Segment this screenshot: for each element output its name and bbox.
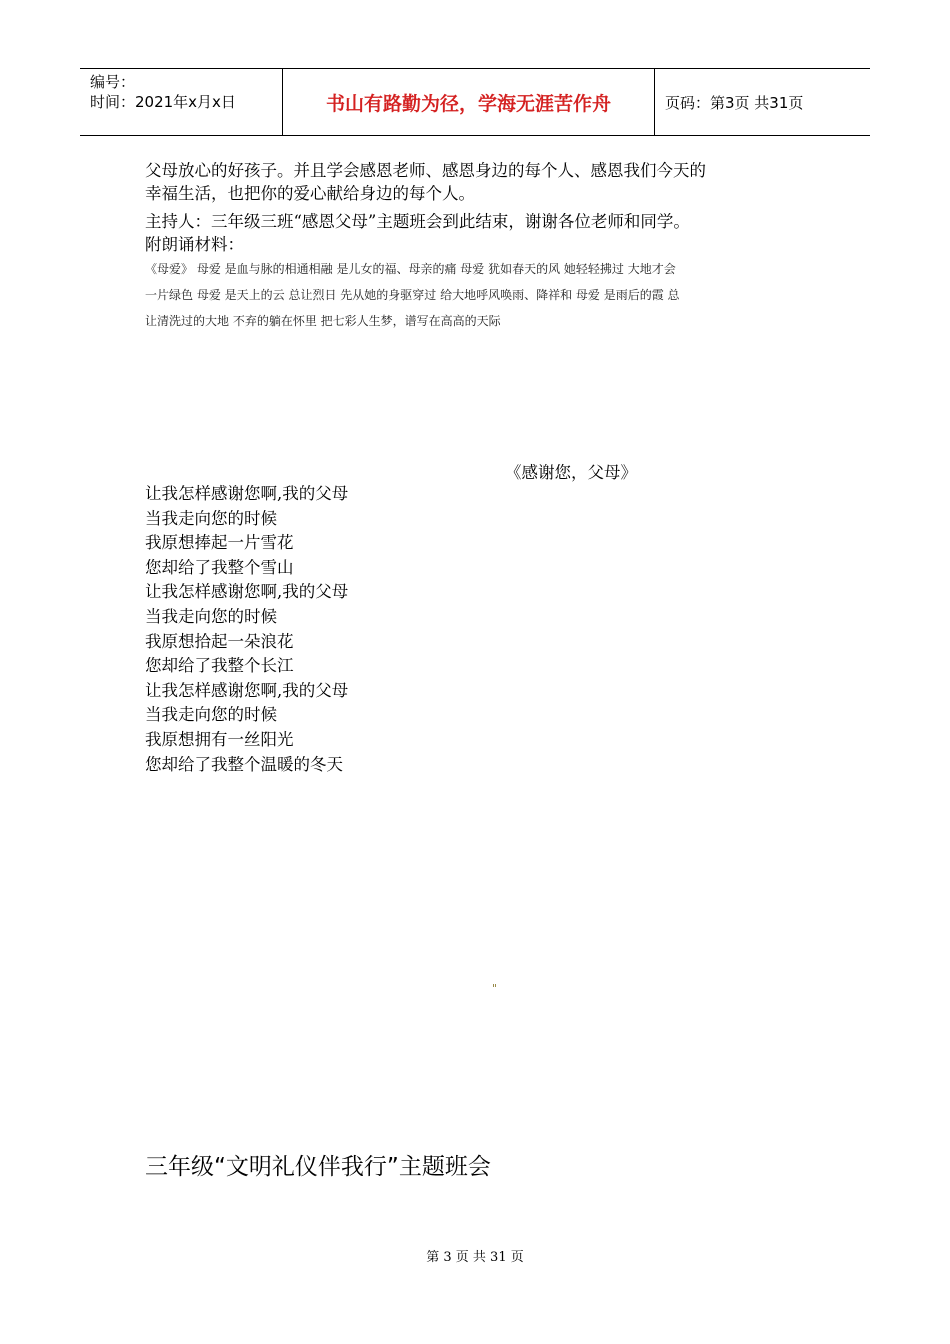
header-meta: [80, 69, 282, 135]
page-footer: 第 3 页 共 31 页: [426, 1250, 524, 1265]
header-table: [80, 68, 870, 136]
header-motto: 书山有路勤为径，学海无涯苦作舟: [282, 69, 655, 135]
host-closing: 主持人：三年级三班“感恩父母”主题班会到此结束，谢谢各位老师和同学。: [145, 212, 690, 231]
appendix-label: 附朗诵材料：: [145, 235, 244, 254]
poem-line: 您却给了我整个雪山: [145, 557, 294, 577]
poem-title: 《感谢您，父母》: [505, 463, 637, 482]
poem-line: 我原想拥有一丝阳光: [145, 729, 294, 749]
header-page-info: 页码：第3页 共31页: [665, 93, 804, 112]
poem-line: 您却给了我整个长江: [145, 656, 294, 676]
number-label: 编号：: [90, 73, 136, 91]
paragraph-line: 幸福生活，也把你的爱心献给身边的每个人。: [145, 184, 475, 203]
poem-line: 当我走向您的时候: [145, 606, 277, 626]
poem-lines: [145, 482, 348, 777]
poem-line: 当我走向您的时候: [145, 508, 277, 528]
recitation-text-line: 《母爱》 母爱 是血与脉的相通相融 是儿女的福、母亲的痛 母爱 犹如春天的风 她轻轻拂过 大地才会: [145, 262, 676, 276]
time-label: 时间：2021年x月x日: [90, 93, 236, 111]
poem-line: 您却给了我整个温暖的冬天: [145, 754, 343, 774]
recitation-text-line: 让清洗过的大地 不弃的躺在怀里 把七彩人生梦，谱写在高高的天际: [145, 314, 501, 328]
poem-line: 让我怎样感谢您啊,我的父母: [145, 484, 349, 503]
section-title: 三年级“文明礼仪伴我行”主题班会: [145, 1154, 491, 1180]
poem-line: 让我怎样感谢您啊,我的父母: [145, 582, 349, 602]
paragraph-line: 父母放心的好孩子。并且学会感恩老师、感恩身边的每个人、感恩我们今天的: [145, 161, 706, 180]
stray-mark: ": [492, 982, 498, 995]
poem-line: 让我怎样感谢您啊,我的父母: [145, 680, 349, 700]
poem-line: 当我走向您的时候: [145, 705, 277, 725]
poem-line: 我原想拾起一朵浪花: [145, 631, 294, 651]
poem-line: 我原想捧起一片雪花: [145, 533, 294, 553]
recitation-text-line: 一片绿色 母爱 是天上的云 总让烈日 先从她的身驱穿过 给大地呼风唤雨、降祥和 母爱 是雨后的霞 总: [145, 288, 680, 302]
